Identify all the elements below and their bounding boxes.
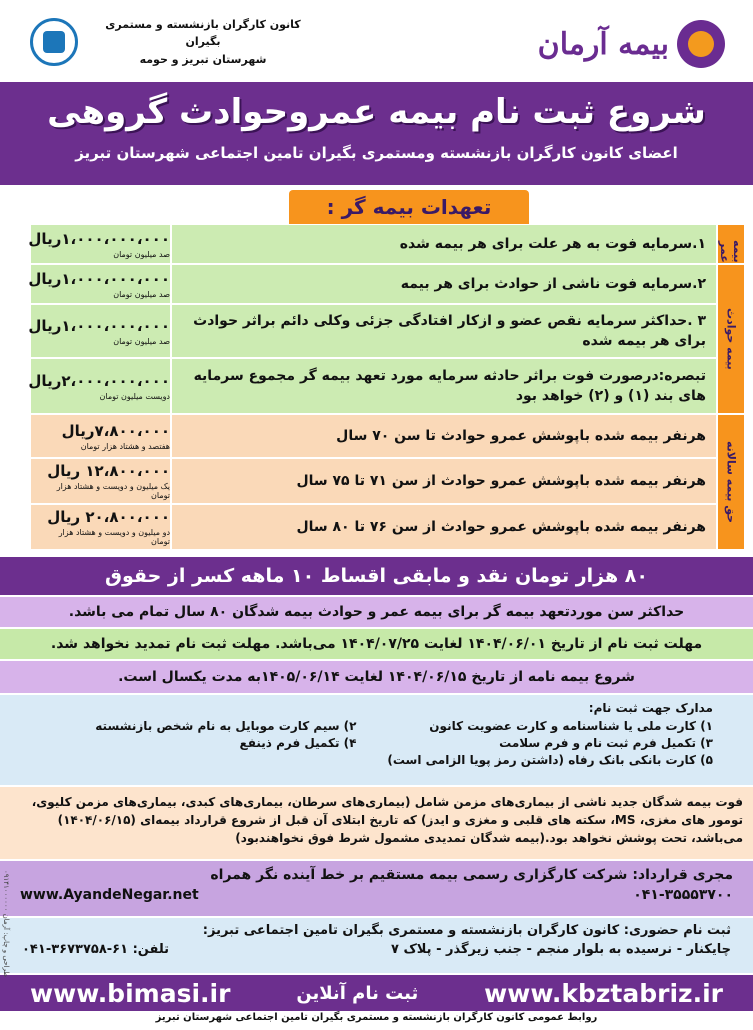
inperson-address-row — [22, 941, 731, 960]
executor-website[interactable]: www.AyandeNegar.net — [20, 887, 199, 903]
table-row-amount — [30, 414, 171, 458]
list-item: ۴) تکمیل فرم ذینفع — [239, 736, 357, 750]
table-row-desc: ۳ .حداکثر سرمایه نقص عضو و ازکار افتادگی جزئی وکلی دائم براثر حوادث برای هر بیمه شده — [171, 304, 717, 358]
payment-band: ۸۰ هزار تومان نقد و مابقی اقساط ۱۰ ماهه کسر از حقوق — [0, 557, 753, 595]
table-row-desc: ۱.سرمایه فوت به هر علت برای هر بیمه شده — [171, 224, 717, 264]
table-row-desc: هرنفر بیمه شده باپوشش عمرو حوادث از سن ۷۶ تا ۸۰ سال — [171, 504, 717, 550]
amount-value: ۲۰،۸۰۰،۰۰۰ ریال — [47, 508, 170, 526]
table-row-amount — [30, 304, 171, 358]
table-row-amount — [30, 264, 171, 304]
brand-name: بیمه آرمان — [537, 26, 669, 62]
amount-value: ۱،۰۰۰،۰۰۰،۰۰۰ریال — [28, 269, 170, 288]
main-title: شروع ثبت نام بیمه عمروحوادث گروهی — [47, 92, 706, 132]
amount-value: ۱۲،۸۰۰،۰۰۰ ریال — [47, 462, 170, 480]
side-life: بیمه عمر — [717, 224, 745, 264]
table-row-amount — [30, 458, 171, 504]
inperson-box — [0, 918, 753, 973]
amount-words: دویست میلیون تومان — [99, 391, 170, 401]
amount-words: دو میلیون و دویست و هشتاد هزار تومان — [58, 528, 170, 546]
table-row-desc: تبصره:درصورت فوت براثر حادثه سرمایه مورد تعهد بیمه گر مجموع سرمایه های بند (۱) و (۲) خواهد بود — [171, 358, 717, 414]
executor-phone: ۰۴۱-۳۵۵۵۳۷۰۰ — [633, 887, 733, 903]
arman-logo-icon — [677, 20, 725, 68]
amount-words: صد میلیون تومان — [113, 336, 170, 346]
executor-line: مجری قرارداد: شرکت کارگزاری رسمی بیمه مستقیم بر خط آینده نگر همراه — [210, 867, 733, 883]
executor-box — [0, 861, 753, 916]
documents-box — [0, 695, 753, 785]
website-kbztabriz[interactable]: www.kbztabriz.ir — [484, 978, 723, 1008]
side-print-code: طراحی و چاپ: آرمان ۰۹۱۴۱۰۰۰۰۰۰ — [2, 870, 10, 977]
header — [0, 0, 753, 82]
max-age-band: حداکثر سن موردتعهد بیمه گر برای بیمه عمر و حوادث بیمه شدگان ۸۰ سال تمام می باشد. — [0, 597, 753, 627]
amount-words: صد میلیون تومان — [113, 249, 170, 259]
obligations-title: تعهدات بیمه گر : — [289, 190, 529, 224]
inperson-phone: تلفن: ۶۱-۳۶۷۳۷۵۸-۰۴۱ — [22, 941, 170, 957]
kanoon-text — [86, 16, 320, 69]
side-accident: بیمه حوادث — [717, 264, 745, 414]
table-row-desc: هرنفر بیمه شده باپوشش عمرو حوادث تا سن ۷۰ سال — [171, 414, 717, 458]
kanoon-city: شهرستان تبریز و حومه — [139, 52, 267, 66]
table-row-desc: هرنفر بیمه شده باپوشش عمرو حوادث از سن ۷۱ تا ۷۵ سال — [171, 458, 717, 504]
list-item: ۳) تکمیل فرم ثبت نام و فرم سلامت — [499, 736, 713, 750]
amount-value: ۱،۰۰۰،۰۰۰،۰۰۰ریال — [28, 229, 170, 248]
kanoon-block — [30, 16, 320, 68]
kanoon-name: کانون کارگران بازنشسته و مستمری بگیران — [105, 17, 301, 49]
inperson-address: چایکنار - نرسیده به بلوار منجم - جنب زیرگذر - پلاک ۷ — [391, 941, 731, 957]
list-item: ۲) سیم کارت موبایل به نام شخص بازنشسته — [95, 719, 357, 733]
kanoon-seal-icon — [30, 18, 78, 66]
amount-words: هفتصد و هشتاد هزار تومان — [80, 441, 170, 451]
websites-band — [0, 975, 753, 1011]
documents-list — [20, 719, 713, 767]
title-band — [0, 82, 753, 185]
amount-words: یک میلیون و دویست و هشتاد هزار تومان — [56, 482, 170, 500]
list-item: ۵) کارت بانکی بانک رفاه (داشتن رمز پویا الزامی است) — [387, 753, 713, 767]
deadline-band: مهلت ثبت نام از تاریخ ۱۴۰۴/۰۶/۰۱ لغایت ۱۴۰۴/۰۷/۲۵ می‌باشد. مهلت ثبت نام تمدید نخواهد شد. — [0, 629, 753, 659]
list-item: ۱) کارت ملی یا شناسنامه و کارت عضویت کانون — [429, 719, 713, 733]
executor-contact — [20, 887, 733, 903]
amount-value: ۲،۰۰۰،۰۰۰،۰۰۰ریال — [28, 371, 170, 390]
footer-credit: روابط عمومی کانون کارگران بازنشسته و مستمری بگیران تامین اجتماعی شهرستان تبریز — [155, 1012, 598, 1023]
subtitle: اعضای کانون کارگران بازنشسته ومستمری بگیران تامین اجتماعی شهرستان تبریز — [75, 144, 678, 162]
documents-title: مدارک جهت ثبت نام: — [588, 701, 713, 715]
brand-logo — [525, 14, 725, 74]
online-registration-label: ثبت نام آنلاین — [296, 982, 419, 1004]
table-row-amount — [30, 224, 171, 264]
amount-value: ۱،۰۰۰،۰۰۰،۰۰۰ریال — [28, 316, 170, 335]
side-premium: حق بیمه سالانه — [717, 414, 745, 550]
amount-value: ۷،۸۰۰،۰۰۰ریال — [61, 421, 170, 440]
disease-note: فوت بیمه شدگان جدید ناشی از بیماری‌های مزمن شامل (بیماری‌های سرطان، بیماری‌های کبدی، بیماری‌های مزمن کلیوی، تومور های مغزی، MS، سکته های قلبی و مغزی و ایدز) که تاریخ ابتلای آن قبل از شروع قرارداد بیمه‌ای (۱۴۰۴/۰۶/۱۵) می‌باشد، تحت پوشش نخواهد بود.(بیمه شدگان تمدیدی مشمول شرط فوق نخواهندبود) — [0, 787, 753, 859]
amount-words: صد میلیون تومان — [113, 289, 170, 299]
table-row-amount — [30, 504, 171, 550]
inperson-line: ثبت نام حضوری: کانون کارگران بازنشسته و مستمری بگیران تامین اجتماعی تبریز: — [202, 923, 731, 938]
table-row-desc: ۲.سرمایه فوت ناشی از حوادث برای هر بیمه — [171, 264, 717, 304]
policy-start-band: شروع بیمه نامه از تاریخ ۱۴۰۴/۰۶/۱۵ لغایت ۱۴۰۵/۰۶/۱۴به مدت یکسال است. — [0, 661, 753, 693]
website-bimasi[interactable]: www.bimasi.ir — [30, 978, 231, 1008]
table-row-amount — [30, 358, 171, 414]
